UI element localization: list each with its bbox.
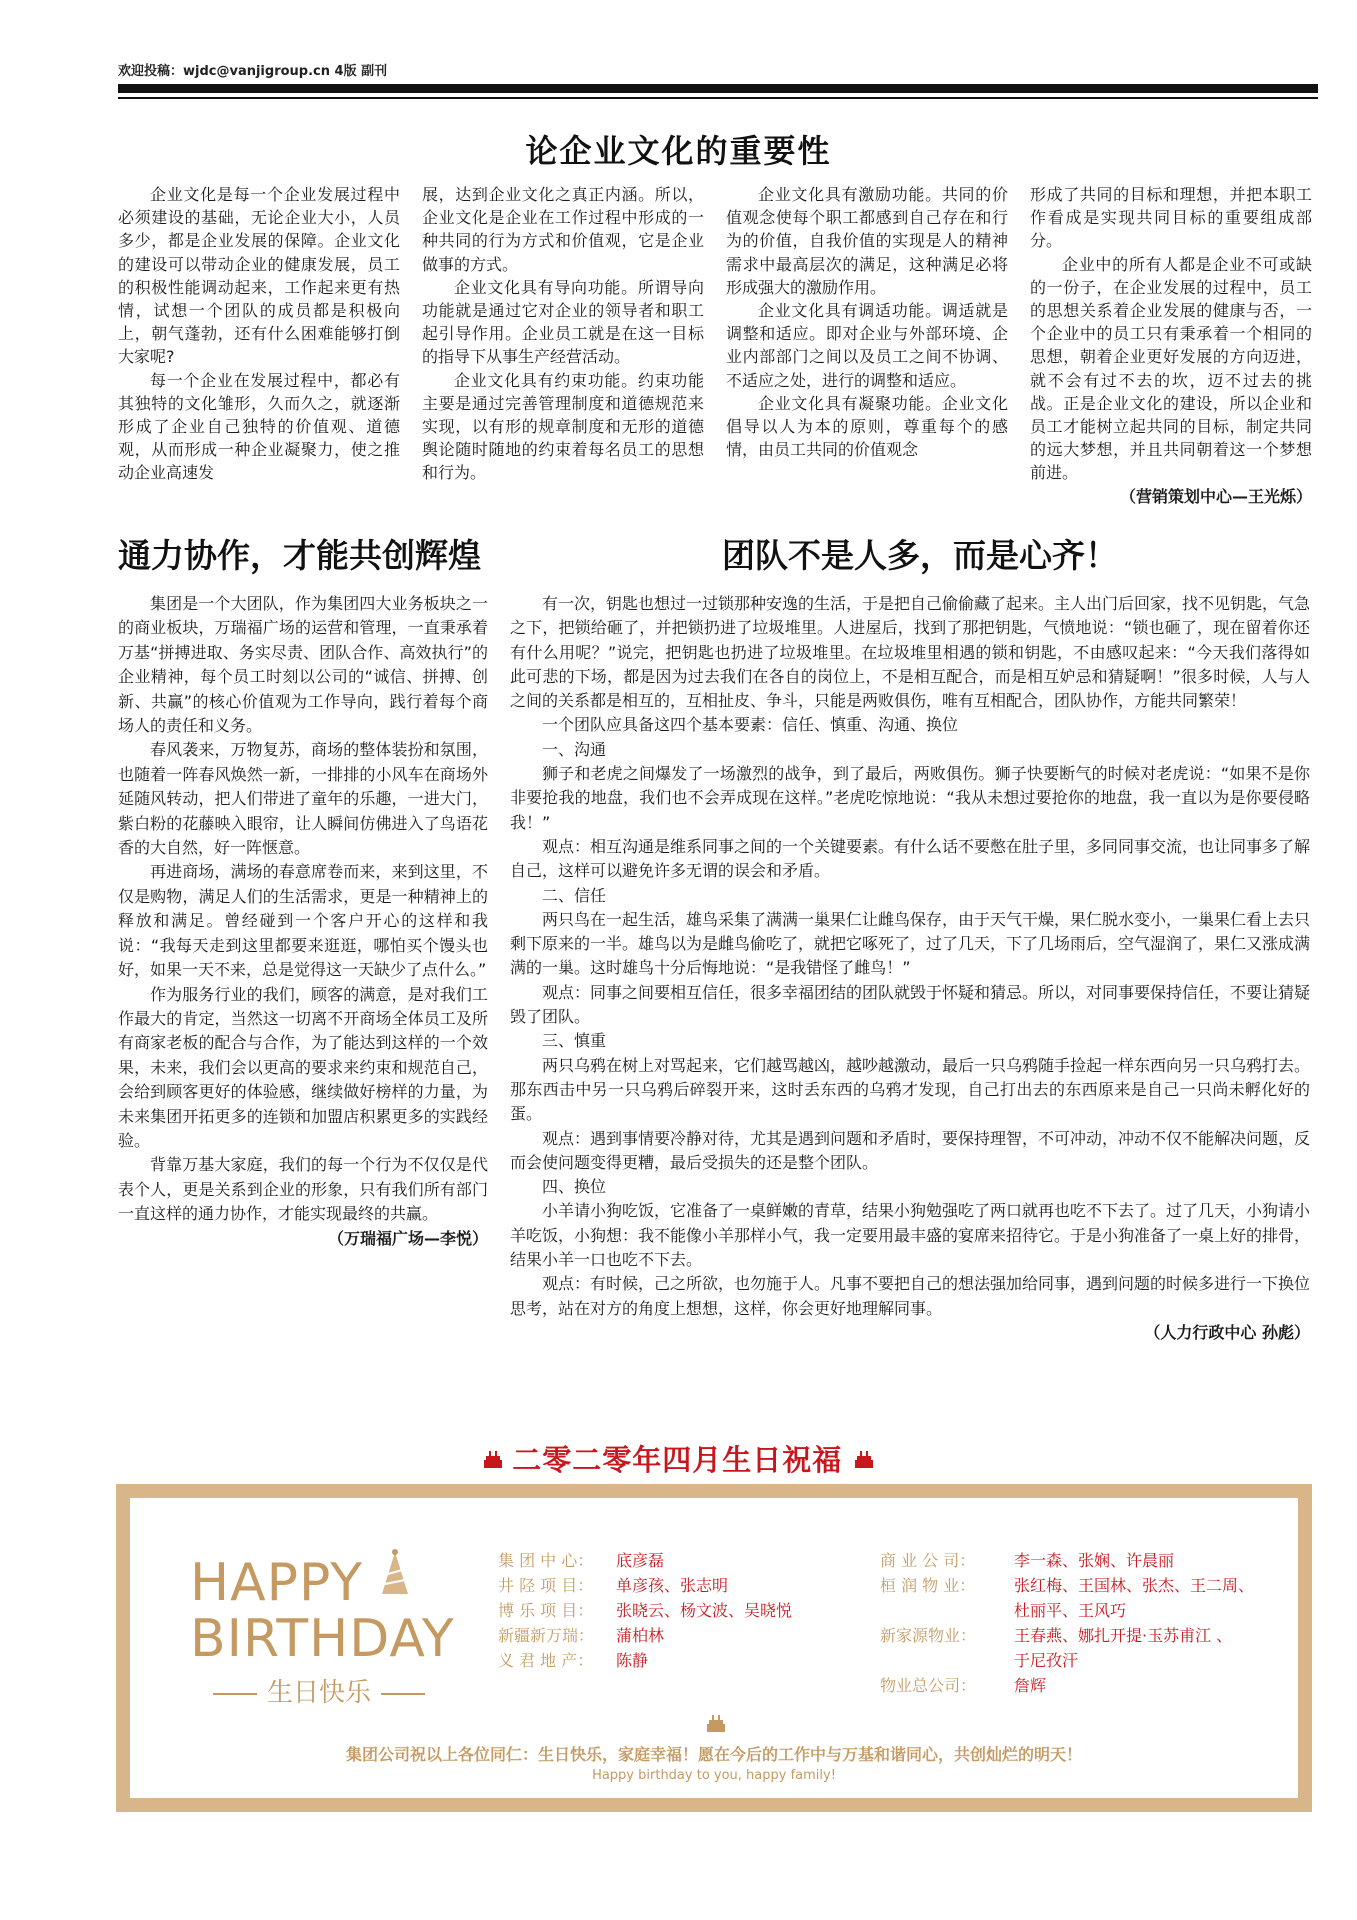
paragraph: 企业文化具有激励功能。共同的价值观念使每个职工都感到自己存在和行为的价值，自我价值的实现是人的精神需求中最高层次的满足，这种满足必将形成强大的激励作用。 (726, 185, 1008, 297)
paragraph: 小羊请小狗吃饭，它准备了一桌鲜嫩的青草，结果小狗勉强吃了两口就再也吃不下去了。过了几天，小狗请小羊吃饭，小狗想：我不能像小羊那样小气，我一定要用最丰盛的宴席来招待它。于是小狗准备了一桌上好的排骨，结果小羊一口也吃不下去。 (510, 1201, 1311, 1270)
article1-column-3 (726, 183, 1008, 461)
list-item-continued: 于尼孜汗 (1014, 1651, 1079, 1670)
article2-body (118, 592, 488, 1251)
list-item: 新家源物业： 王春燕、娜扎开提·玉苏甫江 、 (880, 1626, 1233, 1645)
paragraph: 春风袭来，万物复苏，商场的整体装扮和氛围，也随着一阵春风焕然一新，一排排的小风车在商场外延随风转动，把人们带进了童年的乐趣，一进大门，紫白粉的花藤映入眼帘，让人瞬间仿佛进入了鸟语花香的大自然，好一阵惬意。 (118, 740, 488, 858)
paragraph: 狮子和老虎之间爆发了一场激烈的战争，到了最后，两败俱伤。狮子快要断气的时候对老虎说：“如果不是你非要抢我的地盘，我们也不会弄成现在这样。”老虎吃惊地说：“我从未想过要抢你的地盘，我一直以为是你要侵略我！” (510, 764, 1310, 832)
list-item: 义 君 地 产： 陈静 (498, 1651, 649, 1670)
birthday-wish: 集团公司祝以上各位同仁：生日快乐，家庭幸福！愿在今后的工作中与万基和谐同心，共创灿烂的明天！ (345, 1745, 1082, 1764)
article1-title: 论企业文化的重要性 (525, 132, 832, 170)
list-item: 桓 润 物 业： 张红梅、王国林、张杰、王二周、 (880, 1576, 1255, 1595)
paragraph: 一个团队应具备这四个基本要素：信任、慎重、沟通、换位 (542, 715, 959, 735)
section-heading: 四、换位 (542, 1177, 607, 1197)
logo-line-2: BIRTHDAY (190, 1609, 455, 1669)
list-item: 井 陉 项 目： 单彦孩、张志明 (498, 1576, 729, 1595)
article3-title: 团队不是人多，而是心齐！ (722, 536, 1118, 575)
masthead: 欢迎投稿：wjdc@vanjigroup.cn 4版 副刊 (118, 64, 388, 79)
list-item: 新疆新万瑞： 蒲柏林 (498, 1626, 665, 1645)
paragraph: 企业中的所有人都是企业不可或缺的一份子，在企业发展的过程中，员工的思想关系着企业发展的健康与否，一个企业中的员工只有秉承着一个相同的思想，朝着企业更好发展的方向迈进，就不会有过不去的坎，迈不过去的挑战。正是企业文化的建设，所以企业和员工才能树立起共同的目标，制定共同的远大梦想，并且共同朝着这一个梦想前进。 (1030, 254, 1312, 483)
paragraph: 形成了共同的目标和理想，并把本职工作看成是实现共同目标的重要组成部分。 (1030, 185, 1312, 251)
paragraph: 观点：相互沟通是维系同事之间的一个关键要素。有什么话不要憋在肚子里，多同同事交流，也让同事多了解自己，这样可以避免许多无谓的误会和矛盾。 (510, 836, 1311, 881)
paragraph: 观点：同事之间要相互信任，很多幸福团结的团队就毁于怀疑和猜忌。所以，对同事要保持信任，不要让猜疑毁了团队。 (510, 982, 1311, 1027)
article1-column-1 (118, 183, 400, 485)
list-item: 博 乐 项 目： 张晓云、杨文波、吴晓悦 (498, 1601, 793, 1620)
paragraph: 企业文化具有调适功能。调适就是调整和适应。即对企业与外部环境、企业内部部门之间以及员工之间不协调、不适应之处，进行的调整和适应。 (726, 301, 1008, 390)
party-hat-icon (378, 1548, 412, 1602)
article2-title: 通力协作，才能共创辉煌 (118, 536, 481, 575)
birthday-list-right (880, 1548, 1254, 1698)
cake-icon (853, 1451, 875, 1476)
paragraph: 再进商场，满场的春意席卷而来，来到这里，不仅是购物，满足人们的生活需求，更是一种精神上的释放和满足。曾经碰到一个客户开心的这样和我说：“我每天走到这里都要来逛逛，哪怕买个馒头也好，如果一天不来，总是觉得这一天缺少了点什么。” (118, 862, 488, 980)
paragraph: 企业文化是每一个企业发展过程中必须建设的基础，无论企业大小，人员多少，都是企业发展的保障。企业文化的建设可以带动企业的健康发展，员工的积极性能调动起来，工作起来更有热情，试想一个团队的成员都是积极向上，朝气蓬勃，还有什么困难能够打倒大家呢? (118, 185, 400, 367)
header-rule-thick (118, 84, 1318, 93)
article3-body (510, 592, 1310, 1345)
paragraph: 展，达到企业文化之真正内涵。所以，企业文化是企业在工作过程中形成的一种共同的行为方式和价值观，它是企业做事的方式。 (422, 185, 704, 274)
divider (381, 1693, 425, 1695)
list-item: 集 团 中 心： 底彦磊 (498, 1551, 665, 1570)
list-item: 物业总公司： 詹辉 (880, 1676, 1047, 1695)
section-heading: 二、信任 (542, 885, 607, 905)
paragraph: 每一个企业在发展过程中，都必有其独特的文化雏形，久而久之，就逐渐形成了企业自己独特的价值观、道德观，从而形成一种企业凝聚力，使之推动企业高速发 (118, 370, 400, 483)
paragraph: 作为服务行业的我们，顾客的满意，是对我们工作最大的肯定，当然这一切离不开商场全体员工及所有商家老板的配合与合作，为了能达到这样的一个效果，未来，我们会以更高的要求来约束和规范自己，会给到顾客更好的体验感，继续做好榜样的力量，为未来集团开拓更多的连锁和加盟店积累更多的实践经验。 (118, 984, 488, 1150)
header-rule-thin (118, 97, 1318, 99)
paragraph: 背靠万基大家庭，我们的每一个行为不仅仅是代表个人，更是关系到企业的形象，只有我们所有部门一直这样的通力协作，才能实现最终的共赢。 (118, 1155, 488, 1224)
paragraph: 企业文化具有约束功能。约束功能主要是通过完善管理制度和道德规范来实现，以有形的规章制度和无形的道德舆论随时随地的约束着每名员工的思想和行为。 (422, 370, 704, 483)
section-heading: 一、沟通 (542, 739, 607, 759)
birthday-title: 二零二零年四月生日祝福 (512, 1443, 843, 1477)
birthday-list-left (498, 1548, 792, 1673)
paragraph: 企业文化具有凝聚功能。企业文化倡导以人为本的原则，尊重每个的感情，由员工共同的价值观念 (726, 393, 1008, 460)
article1-signature: （营销策划中心—王光烁） (1119, 486, 1312, 506)
paragraph: 有一次，钥匙也想过一过锁那种安逸的生活，于是把自己偷偷藏了起来。主人出门后回家，找不见钥匙，气急之下，把锁给砸了，并把锁扔进了垃圾堆里。人进屋后，找到了那把钥匙，气愤地说：“锁也砸了，现在留着你还有什么用呢？”说完，把钥匙也扔进了垃圾堆里。在垃圾堆里相遇的锁和钥匙，不由感叹起来：“今天我们落得如此可悲的下场，都是因为过去我们在各自的岗位上，不是相互配合，而是相互妒忌和猜疑啊！”很多时候，人与人之间的关系都是相互的，互相扯皮、争斗，只能是两败俱伤，唯有互相配合，团队协作，方能共同繁荣！ (510, 594, 1311, 711)
paragraph: 观点：遇到事情要冷静对待，尤其是遇到问题和矛盾时，要保持理智，不可冲动，冲动不仅不能解决问题，反而会使问题变得更糟，最后受损失的还是整个团队。 (510, 1128, 1311, 1172)
article1-column-2 (422, 183, 704, 485)
happy-birthday-cn: 生日快乐 (196, 1672, 442, 1709)
cake-icon (705, 1712, 727, 1738)
paragraph: 企业文化具有导向功能。所谓导向功能就是通过它对企业的领导者和职工起引导作用。企业员工就是在这一目标的指导下从事生产经营活动。 (422, 277, 704, 367)
section-heading: 三、慎重 (542, 1031, 607, 1051)
cake-icon (482, 1451, 513, 1476)
article1-column-4 (1030, 183, 1312, 508)
article3-signature: （人力行政中心 孙彪） (1144, 1322, 1310, 1342)
logo-line-1: HAPPY (190, 1553, 364, 1613)
paragraph: 两只乌鸦在树上对骂起来，它们越骂越凶，越吵越激动，最后一只乌鸦随手捡起一样东西向另一只乌鸦打去。那东西击中另一只乌鸦后碎裂开来，这时丢东西的乌鸦才发现，自己打出去的东西原来是自己一只尚未孵化好的蛋。 (510, 1055, 1311, 1124)
list-item: 商 业 公 司： 李一森、张娴、许晨丽 (880, 1551, 1175, 1570)
happy-birthday-logo (190, 1555, 455, 1667)
birthday-wish-en: Happy birthday to you, happy family! (592, 1768, 836, 1783)
paragraph: 观点：有时候，己之所欲，也勿施于人。凡事不要把自己的想法强加给同事，遇到问题的时候多进行一下换位思考，站在对方的角度上想想，这样，你会更好地理解同事。 (510, 1274, 1311, 1318)
list-item-continued: 杜丽平、王风巧 (1014, 1601, 1127, 1620)
divider (213, 1693, 257, 1695)
article2-signature: （万瑞福广场—李悦） (327, 1228, 488, 1248)
paragraph: 两只鸟在一起生活，雄鸟采集了满满一巢果仁让雌鸟保存，由于天气干燥，果仁脱水变小，一巢果仁看上去只剩下原来的一半。雄鸟以为是雌鸟偷吃了，就把它啄死了，过了几天，下了几场雨后，空气湿润了，果仁又涨成满满的一巢。这时雄鸟十分后悔地说：“是我错怪了雌鸟！” (510, 909, 1311, 978)
paragraph: 集团是一个大团队，作为集团四大业务板块之一的商业板块，万瑞福广场的运营和管理，一直秉承着万基“拼搏进取、务实尽责、团队合作、高效执行”的企业精神，每个员工时刻以公司的“诚信、拼搏、创新、共赢”的核心价值观为工作导向，践行着每个商场人的责任和义务。 (118, 594, 488, 736)
birthday-heading (0, 1438, 1357, 1479)
